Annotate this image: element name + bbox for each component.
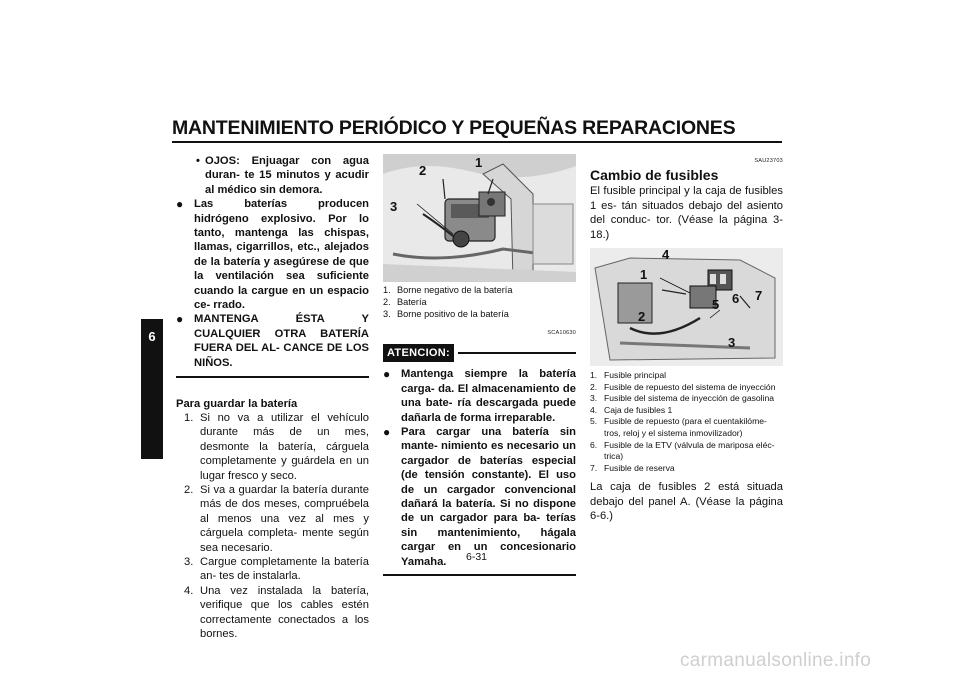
bullet-icon: ● xyxy=(383,425,391,440)
bullet-icon: ● xyxy=(383,367,391,382)
fuse-outro: La caja de fusibles 2 está situada debajo del panel A. (Véase la página 6-6.) xyxy=(590,481,783,523)
battery-caption-list xyxy=(383,284,576,321)
fuse-intro: El fusible principal y la caja de fusibles 1 es- tán situados debajo del asiento del conduc- tor. (Véase la página 3-18.) xyxy=(590,185,783,241)
right-column xyxy=(590,154,783,524)
section-heading: Cambio de fusibles xyxy=(590,167,719,184)
battery-photo xyxy=(383,154,576,282)
warning-end-rule xyxy=(176,376,369,378)
title-rule xyxy=(172,141,782,143)
callout-1: 1 xyxy=(475,155,483,170)
storage-step: 3. Cargue completamente la batería an- tes de instalarla. xyxy=(184,556,369,583)
callout-7: 7 xyxy=(755,288,763,304)
callout-4: 4 xyxy=(662,248,670,263)
callout-6: 6 xyxy=(732,291,740,307)
notice-end-rule xyxy=(383,574,576,576)
callout-2: 2 xyxy=(419,163,427,178)
notice-badge: ATENCION: xyxy=(383,344,454,362)
notice-item: ● Para cargar una batería sin mante- nimiento es necesario un cargador de baterías especial (de tensión constante). El uso de un cargador convencional dañará la batería. Si no dispone de un cargador para ba- terías sin mantenimiento, hágala cargar en un concesionario Yamaha. xyxy=(383,425,576,568)
caption-item: 2. Fusible de repuesto del sistema de inyección xyxy=(590,381,776,392)
fuse-caption-list xyxy=(590,370,783,474)
watermark: carmanualsonline.info xyxy=(680,650,872,671)
storage-step: 2. Si va a guardar la batería durante más de dos meses, compruébela al menos una vez al mes y cárguela completa- mente según sea necesario. xyxy=(184,484,369,554)
warning-item-children: ● MANTENGA ÉSTA Y CUALQUIER OTRA BATERÍA FUERA DEL AL- CANCE DE LOS NIÑOS. xyxy=(176,312,369,369)
chapter-tab: 6 xyxy=(141,319,163,459)
callout-1: 1 xyxy=(640,267,648,283)
dot-icon: • xyxy=(196,155,200,167)
caption-item: 1. Borne negativo de la batería xyxy=(383,285,513,295)
caption-item: 3. Fusible del sistema de inyección de gasolina xyxy=(590,393,775,404)
caption-item: 4. Caja de fusibles 1 xyxy=(590,404,673,415)
caption-item: 5. Fusible de repuesto (para el cuentakilóme- tros, reloj y el sistema inmovilizador) xyxy=(590,416,767,438)
middle-column xyxy=(383,154,576,576)
notice-header xyxy=(383,344,576,362)
caption-item: 3. Borne positivo de la batería xyxy=(383,309,509,320)
notice-item: ● Mantenga siempre la batería carga- da. El almacenamiento de una bate- ría descargada puede dañarla de forma irreparable. xyxy=(383,367,576,424)
fuse-photo xyxy=(590,248,783,366)
bullet-icon: ● xyxy=(176,197,184,212)
reference-code: SCA10630 xyxy=(547,329,576,336)
callout-2: 2 xyxy=(638,309,646,325)
storage-step: 4. Una vez instalada la batería, verifique que los cables estén correctamente conectados a los bornes. xyxy=(184,584,369,641)
left-column xyxy=(176,154,369,642)
callout-3: 3 xyxy=(728,335,736,351)
battery-illustration xyxy=(383,154,576,282)
caption-item: 7. Fusible de reserva xyxy=(590,462,675,473)
caption-item: 6. Fusible de la ETV (válvula de mariposa eléc- trica) xyxy=(590,439,775,462)
page-title: MANTENIMIENTO PERIÓDICO Y PEQUEÑAS REPARACIONES xyxy=(172,117,736,139)
eyes-first-aid-item: • OJOS: Enjuagar con agua duran- te 15 minutos y acudir al médico sin demora. xyxy=(196,155,369,196)
caption-item: 1. Fusible principal xyxy=(590,370,667,381)
warning-item-hydrogen: ● Las baterías producen hidrógeno explosivo. Por lo tanto, mantenga las chispas, llamas, cigarrillos, etc., alejados de la batería y asegúrese de que la ventilación sea suficiente cuando la cargue en un espacio ce- rrado. xyxy=(176,197,369,312)
reference-code: SAU23703 xyxy=(754,158,783,164)
callout-3: 3 xyxy=(390,199,398,214)
notice-list xyxy=(383,367,576,569)
notice-rule xyxy=(458,352,576,354)
fuse-illustration xyxy=(590,248,783,366)
callout-5: 5 xyxy=(712,297,720,313)
storage-step: 1. Si no va a utilizar el vehículo durante más de un mes, desmonte la batería, cárguela completamente y guárdela en un lugar fresco y seco. xyxy=(184,412,369,482)
bullet-icon: ● xyxy=(176,312,184,327)
storage-heading: Para guardar la batería xyxy=(176,397,298,410)
page-number: 6-31 xyxy=(466,551,488,563)
caption-item: 2. Batería xyxy=(383,297,427,308)
